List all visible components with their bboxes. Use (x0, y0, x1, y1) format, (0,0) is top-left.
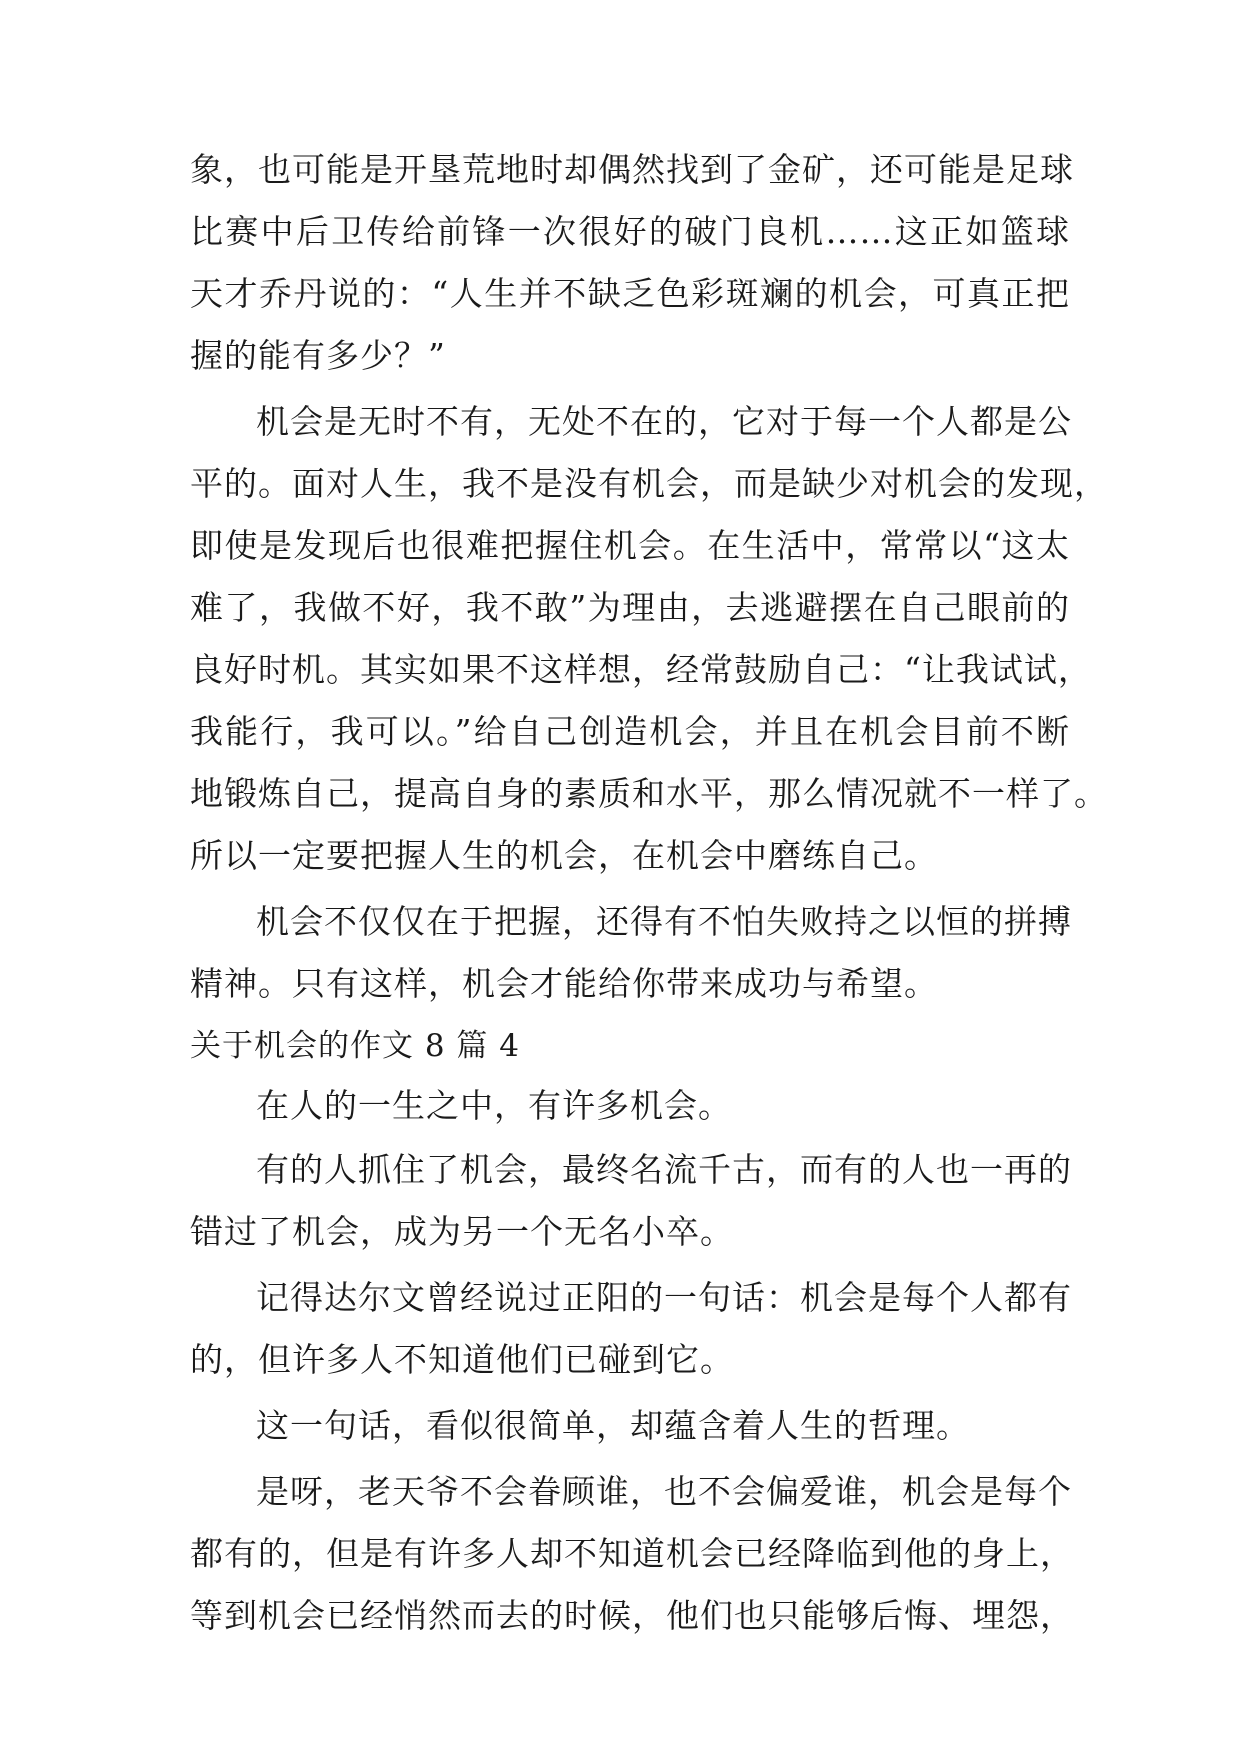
paragraph-line: 精神。只有这样，机会才能给你带来成功与希望。 (190, 964, 938, 1003)
paragraph-line: 机会不仅仅在于把握，还得有不怕失败持之以恒的拼搏 (256, 902, 1072, 941)
paragraph-line: 比赛中后卫传给前锋一次很好的破门良机……这正如篮球 (190, 212, 1070, 251)
paragraph-line: 的，但许多人不知道他们已碰到它。 (190, 1340, 734, 1379)
paragraph-line: 象，也可能是开垦荒地时却偶然找到了金矿，还可能是足球 (190, 150, 1074, 189)
paragraph-line: 我能行，我可以。”给自己创造机会，并且在机会目前不断 (190, 712, 1070, 751)
paragraph-line: 这一句话，看似很简单，却蕴含着人生的哲理。 (256, 1406, 970, 1445)
paragraph-line: 地锻炼自己，提高自身的素质和水平，那么情况就不一样了。 (190, 774, 1108, 813)
paragraph-line: 有的人抓住了机会，最终名流千古，而有的人也一再的 (256, 1150, 1072, 1189)
paragraph-line: 所以一定要把握人生的机会，在机会中磨练自己。 (190, 836, 938, 875)
paragraph-line: 天才乔丹说的：“人生并不缺乏色彩斑斓的机会，可真正把 (190, 274, 1070, 313)
paragraph-line: 在人的一生之中，有许多机会。 (256, 1086, 732, 1125)
paragraph-line: 错过了机会，成为另一个无名小卒。 (190, 1212, 734, 1251)
paragraph-line: 机会是无时不有，无处不在的，它对于每一个人都是公 (256, 402, 1072, 441)
paragraph-line: 即使是发现后也很难把握住机会。在生活中，常常以“这太 (190, 526, 1070, 565)
paragraph-line: 难了，我做不好，我不敢”为理由，去逃避摆在自己眼前的 (190, 588, 1070, 627)
section-heading: 关于机会的作文 8 篇 4 (190, 1028, 521, 1064)
paragraph-line: 记得达尔文曾经说过正阳的一句话：机会是每个人都有 (256, 1278, 1072, 1317)
paragraph-line: 平的。面对人生，我不是没有机会，而是缺少对机会的发现， (190, 464, 1108, 503)
paragraph-line: 等到机会已经悄然而去的时候，他们也只能够后悔、埋怨， (190, 1596, 1074, 1635)
paragraph-line: 都有的，但是有许多人却不知道机会已经降临到他的身上， (190, 1534, 1074, 1573)
paragraph-line: 握的能有多少？” (190, 336, 446, 375)
paragraph-line: 良好时机。其实如果不这样想，经常鼓励自己：“让我试试， (190, 650, 1092, 689)
paragraph-line: 是呀，老天爷不会眷顾谁，也不会偏爱谁，机会是每个 (256, 1472, 1072, 1511)
